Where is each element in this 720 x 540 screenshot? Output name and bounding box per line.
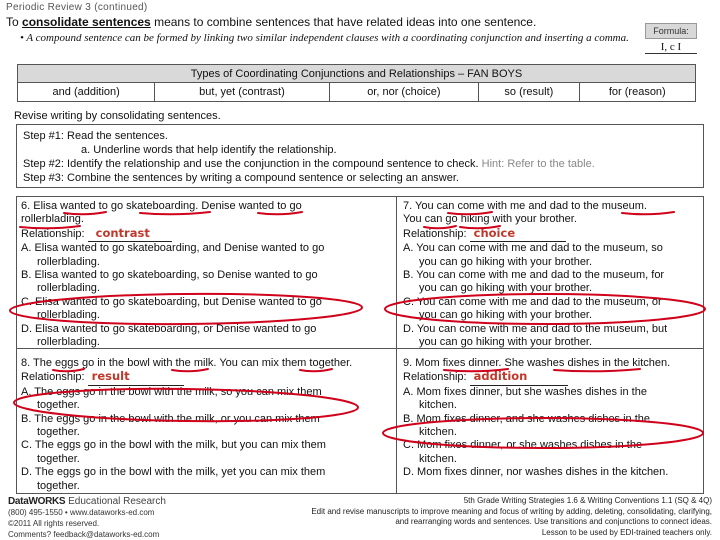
step-1: Step #1: Read the sentences. (23, 130, 168, 142)
option-c-cont: together. (37, 452, 80, 465)
relationship-answer: addition (473, 369, 528, 384)
relationship-answer: choice (473, 225, 516, 240)
option-b-cont: you can go hiking with your brother. (419, 282, 593, 295)
option-c[interactable]: C. The eggs go in the bowl with the milk, but you can mix them (21, 439, 326, 452)
steps-box (16, 124, 704, 188)
option-d[interactable]: D. Elisa wanted to go skateboarding, or Denise wanted to go (21, 322, 317, 335)
standard-desc: Edit and revise manuscripts to improve meaning and focus of writing by adding, deleting, consolidating, clarifying, (311, 506, 712, 516)
option-b-cont: rollerblading. (37, 282, 100, 295)
defined-term: consolidate sentences (22, 15, 151, 29)
standard-desc: Lesson to be used by EDI-trained teachers only. (541, 527, 712, 537)
option-d-cont: together. (37, 479, 80, 492)
fanboys-cell: but, yet (contrast) (155, 83, 329, 102)
option-c-cont: kitchen. (419, 452, 457, 465)
relationship-answer: result (91, 369, 130, 384)
option-d-cont: you can go hiking with your brother. (419, 336, 593, 349)
problem-text: You can go hiking with your brother. (403, 213, 577, 226)
option-c[interactable]: C. You can come with me and dad to the museum, or (403, 295, 662, 308)
option-a[interactable]: A. You can come with me and dad to the museum, so (403, 242, 663, 255)
step-2-text: Step #2: Identify the relationship and use the conjunction in the compound sentence to check. (23, 158, 482, 170)
step-2-hint: Hint: Refer to the table. (481, 158, 595, 170)
relationship-label: Relationship: (21, 371, 88, 384)
option-c-cont: rollerblading. (37, 309, 100, 322)
problem-text: 8. The eggs go in the bowl with the milk. You can mix them together. (21, 357, 353, 369)
option-d-cont: rollerblading. (37, 336, 100, 349)
option-c[interactable]: C. Mom fixes dinner, or she washes dishes in the (403, 439, 643, 452)
option-b[interactable]: B. Elisa wanted to go skateboarding, so Denise wanted to go (21, 269, 318, 282)
option-a-cont: rollerblading. (37, 255, 100, 268)
definition-text (6, 15, 536, 29)
option-d[interactable]: D. The eggs go in the bowl with the milk, yet you can mix them (21, 466, 326, 479)
publisher-contact: (800) 495-1550 • www.dataworks-ed.com (8, 508, 155, 517)
option-a[interactable]: A. The eggs go in the bowl with the milk, so you can mix them (21, 385, 322, 398)
option-a-cont: together. (37, 399, 80, 412)
formula-label: Formula: (645, 23, 697, 39)
option-b-cont: kitchen. (419, 426, 457, 439)
fanboys-cell: or, nor (choice) (329, 83, 479, 102)
fanboys-table (17, 64, 696, 102)
relationship-line (21, 370, 393, 385)
option-a[interactable]: A. Elisa wanted to go skateboarding, and Denise wanted to go (21, 242, 325, 255)
problem-8 (21, 357, 393, 493)
option-b-cont: together. (37, 426, 80, 439)
feedback-contact: Comments? feedback@dataworks-ed.com (8, 530, 160, 539)
problem-text: 7. You can come with me and dad to the museum. (403, 200, 647, 212)
problem-text: 9. Mom fixes dinner. She washes dishes in the kitchen. (403, 357, 671, 369)
standard-info (242, 496, 712, 538)
standard-title: 5th Grade Writing Strategies 1.6 & Writing Conventions 1.1 (SQ & 4Q) (463, 496, 712, 505)
publisher-name: Educational Research (65, 496, 166, 507)
publisher-info (8, 496, 166, 540)
problem-9 (403, 357, 701, 480)
relationship-answer: contrast (95, 225, 150, 240)
relationship-label: Relationship: (403, 227, 470, 240)
option-d[interactable]: D. Mom fixes dinner, nor washes dishes in the kitchen. (403, 466, 669, 479)
compound-sentence-note: • A compound sentence can be formed by linking two similar independent clauses with a coordinating conjunction and inserting a comma. (20, 32, 629, 44)
fanboys-table-title: Types of Coordinating Conjunctions and Relationships – FAN BOYS (18, 65, 696, 83)
problem-text: rollerblading. (21, 213, 84, 226)
standard-desc: and rearranging words and sentences. Use transitions and conjunctions to connect ideas. (395, 517, 712, 526)
option-c-cont: you can go hiking with your brother. (419, 309, 593, 322)
publisher-logo: DataWORKS (8, 496, 66, 507)
intro-prefix: To (6, 15, 23, 29)
option-a-cont: kitchen. (419, 399, 457, 412)
intro-suffix: means to combine sentences that have related ideas into one sentence. (150, 15, 537, 29)
page-title: Periodic Review 3 (continued) (6, 2, 148, 13)
step-2 (23, 157, 697, 171)
problem-7 (403, 200, 701, 349)
option-b[interactable]: B. You can come with me and dad to the museum, for (403, 269, 665, 282)
option-b[interactable]: B. The eggs go in the bowl with the milk, or you can mix them (21, 412, 320, 425)
option-a-cont: you can go hiking with your brother. (419, 255, 593, 268)
relationship-label: Relationship: (21, 227, 88, 240)
copyright: ©2011 All rights reserved. (8, 519, 100, 528)
problems-grid (16, 196, 704, 494)
relationship-line (403, 227, 701, 242)
problem-text: 6. Elisa wanted to go skateboarding. Denise wanted to go (21, 200, 302, 212)
revise-heading: Revise writing by consolidating sentences. (14, 110, 221, 122)
fanboys-cell: and (addition) (18, 83, 155, 102)
problem-6 (21, 200, 393, 349)
relationship-line (403, 370, 701, 385)
step-1a: a. Underline words that help identify the relationship. (81, 144, 337, 156)
formula-value: I, c I (645, 41, 697, 54)
fanboys-cell: for (reason) (579, 83, 695, 102)
option-d[interactable]: D. You can come with me and dad to the museum, but (403, 322, 668, 335)
relationship-line (21, 227, 393, 242)
step-3: Step #3: Combine the sentences by writing a compound sentence or selecting an answer. (23, 172, 459, 184)
option-a[interactable]: A. Mom fixes dinner, but she washes dishes in the (403, 385, 647, 398)
relationship-label: Relationship: (403, 371, 470, 384)
fanboys-cell: so (result) (479, 83, 579, 102)
option-b[interactable]: B. Mom fixes dinner, and she washes dishes in the (403, 412, 651, 425)
option-c[interactable]: C. Elisa wanted to go skateboarding, but Denise wanted to go (21, 295, 322, 308)
